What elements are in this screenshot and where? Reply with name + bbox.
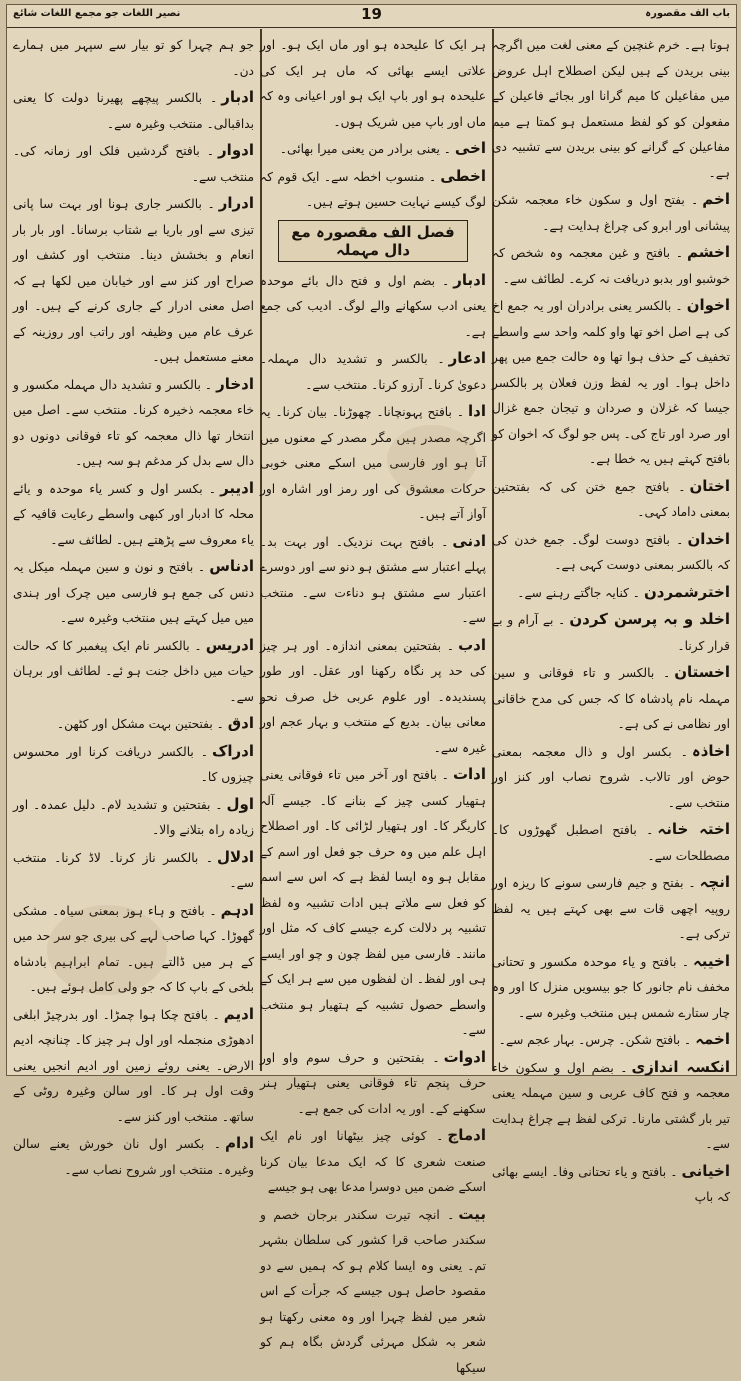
- dictionary-entry: [260, 1202, 486, 1381]
- entry-headword: ادب: [458, 636, 486, 654]
- dictionary-entry: [260, 633, 486, 762]
- dictionary-entry: [260, 1045, 486, 1123]
- dictionary-entry: [492, 660, 730, 738]
- entry-headword: ادا: [468, 402, 486, 420]
- entry-definition: ۔ بالکسر دریافت کرنا اور محسوس چیزوں کا۔: [13, 745, 254, 785]
- entry-headword: اخترشمردن: [644, 583, 730, 601]
- entry-headword: ادوار: [218, 141, 254, 159]
- entry-definition: ۔ بافتح دوست لوگ۔ جمع خدن کی کہ بالکسر بمعنی دوست کہی ہے۔: [492, 533, 730, 573]
- entry-headword: اخستان: [674, 663, 730, 681]
- entry-definition: ۔ کنایہ جاگتے رہنے سے۔: [517, 586, 640, 600]
- entry-headword: اختہ خانہ: [657, 820, 730, 838]
- entry-headword: ادلال: [217, 848, 254, 866]
- entry-headword: ادہم: [221, 901, 254, 919]
- dictionary-entry: [13, 372, 254, 475]
- dictionary-entry: [13, 138, 254, 190]
- entry-definition: ہوتا ہے۔ خرم غنچین کے معنی لغت میں اگرچہ بینی بریدن کے ہیں لیکن اصطلاح اہل عروض میں مفاعیلن کا میم گرانا اور بجائے فاعیلن کے مفعولن کو کو لفظ مستعمل ہو کمتا ہے میم مفاعیلن کے گرانے کو بینی بریدن سے تشبیہ دی ہے۔: [492, 38, 730, 180]
- dictionary-entry: [492, 949, 730, 1027]
- entry-definition: ۔ بافتح اور آخر میں تاء فوقانی یعنی ہتھیار کسی چیز کے بنانے کا۔ جیسے آلہ کاریگر کا۔ اور ہتھیار لڑائی کا۔ اور اصطلاح اہل علم میں وہ حرف جو فعل اور اسم کے مقابل ہو وہ ایسا لفظ ہے کہ اس سے اسم کو فعل سے ملاتے ہیں ادات تشبیہ وہ لفظ تشبیہ پر دلالت کرے جیسے کاف کہ مثل اور مانند۔ فارسی میں لفظ چون و چو اور ایسے ہی اور لفظ۔ ان لفظوں میں سے ہر ایک کے واسطے حصول تشبیہ کے ہتھیار ہو منتخب سے۔: [260, 768, 486, 1037]
- dictionary-page: [6, 4, 737, 1076]
- entry-definition: ۔ بالکسر پیچھے پھیرنا دولت کا یعنی بداقبالی۔ منتخب وغیرہ سے۔: [13, 91, 254, 131]
- entry-headword: ادیبر: [220, 479, 254, 497]
- dictionary-entry: [492, 1027, 730, 1054]
- entry-definition: ہر ایک کا علیحدہ ہو اور ماں ایک ہو۔ اور علاتی ایسے بھائی کہ ماں ہر ایک کی علیحدہ ہو اور باپ ایک ہو اور اعیانی وہ کہ ماں اور باپ میں شریک ہوں۔: [260, 38, 486, 129]
- header-right-title: باب الف مقصورہ: [645, 8, 730, 19]
- entry-headword: اخمہ: [695, 1030, 730, 1048]
- entry-headword: اخیبہ: [693, 952, 730, 970]
- entry-headword: ادق: [228, 714, 254, 732]
- dictionary-entry: [260, 136, 486, 163]
- entry-headword: ادوات: [444, 1048, 486, 1066]
- column-right: [486, 29, 736, 1071]
- entry-headword: ادبار: [453, 271, 486, 289]
- entry-headword: اخشم: [687, 243, 730, 261]
- entry-headword: اخم: [702, 190, 730, 208]
- entry-definition: جو ہم چہرا کو تو بیار سے سپہر میں ہمارے دن۔: [13, 38, 254, 78]
- entry-headword: اخاذہ: [692, 742, 730, 760]
- dictionary-entry: [492, 33, 730, 186]
- entry-headword: بیت: [458, 1205, 486, 1223]
- entry-headword: ادنی: [452, 532, 486, 550]
- dictionary-entry: [13, 739, 254, 791]
- dictionary-entry: [492, 187, 730, 239]
- entry-definition: ۔ بافتح و غین معجمہ وہ شخص کہ خوشبو اور بدبو دریافت نہ کرے۔ لطائف سے۔: [492, 246, 730, 286]
- entry-definition: ۔ بضم اول و سکون خاء معجمہ و فتح کاف عربی و سین مہملہ یعنی تیر بار گشتی مارنا۔ ترکی لفظ ہے چراغ ہدایت سے۔: [492, 1061, 730, 1152]
- dictionary-entry: [260, 762, 486, 1044]
- entry-headword: ادعار: [449, 349, 486, 367]
- column-left: [7, 29, 260, 1071]
- entry-definition: ۔ بالکسر و تاء فوقانی و سین مہملہ نام پادشاہ کا کہ جس کی مدح خاقانی اور نظامی نے کی ہے۔: [492, 666, 730, 731]
- dictionary-entry: [260, 164, 486, 216]
- entry-definition: ۔ بالکسر نام ایک پیغمبر کا کہ حالت حیات میں داخل جنت ہو ئے۔ لطائف اور برہان سے۔: [13, 639, 254, 704]
- entry-definition: ۔ بالکسر جاری ہونا اور بہت سا پانی تیزی سے اور باریا بے شتاب برسانا۔ اور بار بار انعام و بخشش دینا۔ منتخب اور کشف اور صراح اور کنز سے اور خیابان میں لکھا ہے کہ اصل معنی ادرار کے جاری کرنے کے ہیں۔ اور عرف عام میں وظیفہ اور راتب اور روزینہ کے معنے مستعمل ہیں۔: [13, 197, 254, 364]
- dictionary-entry: [13, 33, 254, 84]
- dictionary-entry: [492, 527, 730, 579]
- entry-definition: ۔ بافتح پہونچانا۔ چھوڑنا۔ بیان کرنا۔ یہ اگرچہ مصدر ہیں مگر مصدر کے معنوں میں آتا ہو اور فارسی میں اسکے معنی خوبی حرکات معشوق کی اور رمز اور اشارہ اور آواز آتے ہیں۔: [260, 405, 486, 521]
- page-header: [7, 5, 736, 28]
- entry-definition: ۔ منسوب اخطہ سے۔ ایک قوم کہ لوگ کیسے نہایت حسین ہوتے ہیں۔: [260, 170, 486, 210]
- entry-headword: انچہ: [700, 873, 730, 891]
- entry-definition: ۔ بضم اول و فتح دال بائے موحدہ یعنی ادب سکھانے والے لوگ۔ ادیب کی جمع ہے۔: [260, 274, 486, 339]
- dictionary-entry: [13, 1131, 254, 1183]
- dictionary-entry: [13, 191, 254, 371]
- entry-headword: ادیم: [224, 1005, 254, 1023]
- entry-definition: ۔ بالکسر ناز کرنا۔ لاڈ کرنا۔ منتخب سے۔: [13, 851, 254, 891]
- entry-definition: ۔ بافتح و ہاء ہوز بمعنی سیاہ۔ مشکی گھوڑا۔ کہا صاحب لہے کی بیری جو سر حد میں کے ہر میں ڈالتے ہیں۔ تمام ابراہیم بادشاہ بلخی کے باپ کا کہ جو ولی کامل ہوئے ہیں۔: [13, 904, 254, 995]
- dictionary-entry: [260, 33, 486, 135]
- dictionary-entry: [13, 85, 254, 137]
- entry-headword: ادبار: [221, 88, 254, 106]
- dictionary-entry: [13, 792, 254, 844]
- entry-definition: ۔ بکسر اول و کسر یاء موحدہ و یائے محلہ کا ادبار اور کبھی واسطے رعایت قافیہ کے یاء معروف سے پڑھتے ہیں۔ لطائف سے۔: [13, 482, 254, 547]
- dictionary-entry: [13, 845, 254, 897]
- entry-headword: اول: [227, 795, 254, 813]
- entry-definition: ۔ بالکسر یعنی برادران اور یہ جمع اخ کی ہے اصل اخو تھا واو کلمہ واحد سے واسطے تخفیف کے حذف ہوا تھا وہ حالت جمع میں پھر داخل ہوا۔ اور یہ لفظ وزن فعلان پر بالکسر جیسا کہ غزلان و صردان و تیجان جمع غزال اور صرد اور تاج کی۔ پس جو لوگ کہ اخوان کو بافتح کہتے ہیں یہ خطا ہے۔: [492, 299, 730, 466]
- dictionary-entry: [492, 607, 730, 659]
- entry-definition: ۔ بافتح چکا ہوا چمڑا۔ اور بدرچیڑ ابلغی ادھوڑی منجملہ اور اول ہر چیز کا۔ چنانچہ ادیم الارض۔ یعنی روئے زمین اور ادیم انجیں یعنی وقت اول ہر کا۔ اور سالن وغیرہ روٹی کے ساتھ۔ منتخب اور کنز سے۔: [13, 1008, 254, 1124]
- entry-definition: ۔ بافتح جمع ختن کی کہ بفتحتین بمعنی داماد کہی۔: [492, 480, 730, 520]
- entry-headword: اخطی: [440, 167, 486, 185]
- dictionary-entry: [492, 870, 730, 948]
- entry-headword: اخلد و بہ پرسن کردن: [569, 610, 730, 628]
- entry-definition: ۔ بافتح و یاء موحدہ مکسور و تحتانی مخفف نام جانور کا جو بیسویں منزل کا اور وہ چار ستارے شمس ہیں منتخب وغیرہ سے۔: [492, 955, 730, 1020]
- entry-definition: ۔ بالکسر و تشدید دال مہملہ۔ دعویٰ کرنا۔ آرزو کرنا۔ منتخب سے۔: [260, 352, 486, 392]
- entry-definition: ۔ بفتحتین بمعنی اندازہ۔ اور ہر چیز کی حد پر نگاہ رکھنا اور عقل۔ اور طور پسندیدہ۔ اور علوم عربی خل صرف نحو معانی بیان۔ بدیع کے منتخب و بہار عجم اور غیرہ سے۔: [260, 639, 486, 755]
- entry-headword: اختان: [689, 477, 730, 495]
- dictionary-entry: [260, 399, 486, 528]
- entry-definition: ۔ بفتحتین و تشدید لام۔ دلیل عمدہ۔ اور زیادہ راہ بتلانے والا۔: [13, 798, 254, 838]
- dictionary-entry: [492, 739, 730, 817]
- dictionary-entry: [492, 580, 730, 607]
- entry-headword: اخدان: [687, 530, 730, 548]
- entry-headword: اخیانی: [681, 1162, 730, 1180]
- dictionary-entry: [492, 817, 730, 869]
- dictionary-entry: [492, 240, 730, 292]
- entry-headword: ادناس: [209, 557, 254, 575]
- entry-headword: انکسہ اندازی: [632, 1058, 730, 1076]
- header-left-title: نصیر اللغات جو مجمع اللغات شائع: [13, 8, 180, 19]
- entry-definition: ۔ بافتح و یاء تحتانی وفا۔ ایسے بھائی کہ باپ: [492, 1165, 730, 1205]
- entry-headword: ادرار: [219, 194, 254, 212]
- entry-headword: ادماج: [447, 1126, 486, 1144]
- dictionary-entry: [13, 711, 254, 738]
- entry-headword: ادات: [453, 765, 486, 783]
- entry-definition: ۔ بکسر اول و ذال معجمہ بمعنی حوض اور تالاب۔ شروح نصاب اور کنز اور منتخب سے۔: [492, 745, 730, 810]
- dictionary-entry: [13, 1002, 254, 1131]
- page-number: 19: [361, 5, 382, 23]
- entry-headword: اخی: [455, 139, 486, 157]
- entry-definition: ۔ بفتح اول و سکون خاء معجمہ شکن پیشانی اور ابرو کی چراغ ہدایت ہے۔: [492, 193, 730, 233]
- column-middle: [254, 29, 492, 1071]
- entry-definition: ۔ بفتحتین بہت مشکل اور کٹھن۔: [57, 717, 224, 731]
- dictionary-entry: [492, 293, 730, 473]
- entry-definition: ۔ بے آرام و بے قرار کرنا۔: [492, 613, 730, 653]
- dictionary-entry: [13, 554, 254, 632]
- dictionary-entry: [492, 474, 730, 526]
- entry-headword: ادخار: [216, 375, 254, 393]
- entry-definition: ۔ بافتح بہت نزدیک۔ اور بہت بد۔ پہلے اعتبار سے مشتق ہو دنو سے اور دوسرے اعتبار سے مشتق ہو دناءت سے۔ منتخب سے۔: [260, 535, 486, 626]
- entry-definition: ۔ یعنی برادر من یعنی میرا بھائی۔: [280, 142, 451, 156]
- entry-definition: ۔ بافتح اصطبل گھوڑوں کا۔ مصطلحات سے۔: [492, 823, 730, 863]
- entry-definition: ۔ انچہ تیرت سکندر برجان خصم و سکندر صاحب قرا کشور کی سلطان بشہر تم۔ یعنی وہ ایسا کلام ہو کہ ہمیں سے دو مقصود حاصل ہوں جیسے کہ جرأت کے اس شعر میں لفظ چہرا اور وہ معنی رکھتا ہو شعر بہ شکل مہرئی گردش بگاہ ہم کو سیکھا: [260, 1208, 486, 1375]
- dictionary-entry: [260, 529, 486, 632]
- dictionary-entry: [13, 633, 254, 711]
- dictionary-entry: [13, 898, 254, 1001]
- dictionary-entry: [260, 268, 486, 346]
- entry-definition: ۔ کوئی چیز بیٹھانا اور نام ایک صنعت شعری کا کہ ایک مدعا بیان کرنا اسکے ضمن میں دوسرا مدعا بھی ہو جیسے: [260, 1129, 486, 1194]
- entry-definition: ۔ بافتح گردشیں فلک اور زمانہ کی۔ منتخب سے۔: [13, 144, 254, 184]
- dictionary-entry: [260, 346, 486, 398]
- entry-headword: ادراک: [212, 742, 254, 760]
- entry-headword: ادریس: [206, 636, 254, 654]
- entry-definition: ۔ بفتح و جیم فارسی سونے کا ریزہ اور روپیہ اچھی قات سے بھی کہتے ہیں یہ لفظ ترکی ہے۔: [492, 876, 730, 941]
- section-heading: فصل الف مقصورہ مع دال مہملہ: [278, 220, 468, 262]
- entry-headword: ادام: [225, 1134, 254, 1152]
- dictionary-entry: [260, 1123, 486, 1201]
- entry-definition: ۔ بافتح و نون و سین مہملہ میکل یہ دنس کی جمع ہو فارسی میں چرک اور ہندی میں میل کہتے ہیں منتخب وغیرہ سے۔: [13, 560, 254, 625]
- entry-headword: اخوان: [687, 296, 730, 314]
- entry-definition: ۔ بکسر اول نان خورش یعنے سالن وغیرہ۔ منتخب اور شروح نصاب سے۔: [13, 1137, 254, 1177]
- entry-definition: ۔ بفتحتین و حرف سوم واو اور حرف پنجم تاء فوقانی یعنی ہتھیار ہنر سکھنے کے۔ اور یہ ادات کی جمع ہے۔: [260, 1051, 486, 1116]
- dictionary-entry: [13, 476, 254, 554]
- dictionary-entry: [492, 1055, 730, 1158]
- dictionary-entry: [492, 1159, 730, 1211]
- entry-definition: ۔ بافتح شکن۔ چرس۔ بہار عجم سے۔: [499, 1033, 691, 1047]
- entry-definition: ۔ بالکسر و تشدید دال مہملہ مکسور و خاء معجمہ ذخیرہ کرنا۔ منتخب سے۔ اصل میں انتخار تھا ذال معجمہ کو تاء فوقانی دونوں دو دال سے بدل کر مدغم ہو سہ ہیں۔: [13, 378, 254, 469]
